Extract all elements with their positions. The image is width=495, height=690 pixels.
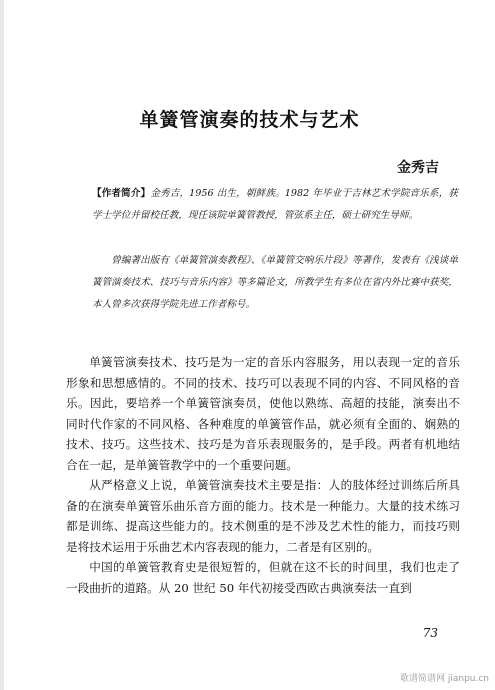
body-paragraph: 单簧管演奏技术、技巧是为一定的音乐内容服务，用以表现一定的音乐形象和思想感情的。不同的技术、技巧可以表现不同的内容、不同风格的音乐。因此，要培养一个单簧管演奏员，使他以熟练、高超的技能，演奏出不同时代作家的不同风格、各种难度的单簧管作品，就必须有全面的、娴熟的技术、技巧。这些技术、技巧是为音乐表现服务的，是手段。两者有机地结合在一起，是单簧管教学中的一个重要问题。: [66, 355, 460, 472]
article-title: 单簧管演奏的技术与艺术: [139, 109, 360, 131]
author-intro: [92, 183, 458, 227]
author-intro-text: 金秀吉，1956 出生，朝鲜族。1982 年毕业于吉林艺术学院音乐系，获学士学位并留校任教，现任该院单簧管教授，管弦系主任，硕士研究生导师。: [92, 188, 459, 221]
article-author: 金秀吉: [397, 160, 439, 176]
body-paragraph: 中国的单簧管教育史是很短暂的，但就在这不长的时间里，我们也走了一段曲折的道路。从 20 世纪 50 年代初接受西欧古典演奏法一直到: [66, 560, 460, 595]
author-intro-label: 【作者简介】: [92, 188, 151, 199]
author-intro-paragraph: [92, 183, 458, 227]
site-watermark: 歌谱简谱网 jianpu.cn: [399, 674, 489, 684]
body-paragraph: 从严格意义上说，单簧管演奏技术主要是指：人的肢体经过训练后所具备的在演奏单簧管乐曲乐音方面的能力。技术是一种能力。大量的技术练习都是训练、提高这些能力的。技术侧重的是不涉及艺术性的能力，而技巧则是将技术运用于乐曲艺术内容表现的能力，二者是有区别的。: [66, 478, 460, 554]
article-body: [66, 352, 460, 598]
author-works: [92, 250, 458, 316]
page-number: 73: [422, 626, 438, 640]
author-works-paragraph: 曾编著出版有《单簧管演奏教程》、《单簧管交响乐片段》等著作，发表有《浅谈单簧管演奏技术、技巧与音乐内容》等多篇论文，所教学生有多位在省内外比赛中获奖，本人曾多次获得学院先进工作者称号。: [92, 255, 458, 310]
